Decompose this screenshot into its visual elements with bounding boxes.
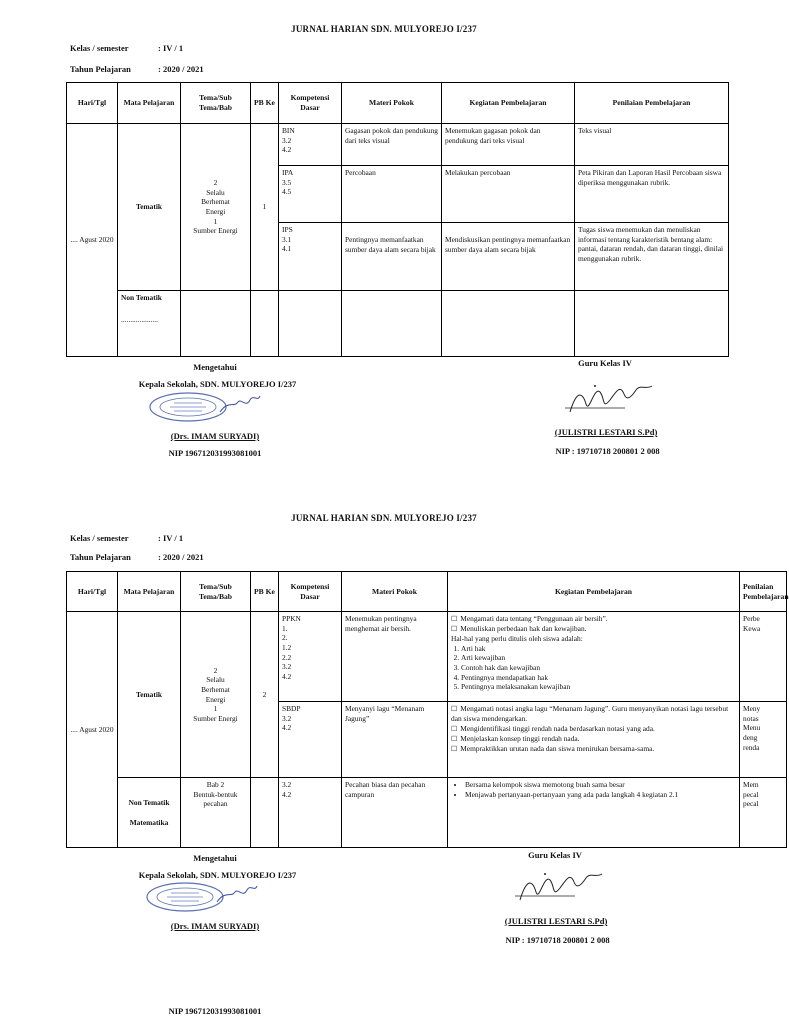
kegiatan-item: ☐ Mengidentifikasi tinggi rendah nada berdasarkan notasi yang ada. [451, 724, 736, 734]
matematika-label: Matematika [129, 817, 169, 827]
kegiatan-intro: Hal-hal yang perlu ditulis oleh siswa adalah: [451, 634, 583, 644]
kegiatan-cell: Melakukan percobaan [442, 166, 575, 223]
penilaian-cell: Meny notas Menu deng renda [740, 702, 787, 778]
kepala-name-1: (Drs. IMAM SURYADI) [170, 431, 260, 441]
kd-cell: IPS 3.1 4.1 [279, 223, 342, 291]
tahun-value-2: : 2020 / 2021 [158, 552, 204, 562]
guru-nip-2: NIP : 19710718 200801 2 008 [505, 935, 610, 945]
empty-cell [251, 778, 279, 848]
header-mapel: Mata Pelajaran [118, 83, 181, 124]
journal-table-2 [66, 571, 787, 848]
kegiatan-list-item: 4. Pentingnya mendapatkan hak [461, 673, 736, 683]
empty-cell [442, 291, 575, 357]
materi-cell: Pecahan biasa dan pecahan campuran [342, 778, 448, 848]
signature-icon [560, 382, 680, 422]
header-materi: Materi Pokok [342, 572, 448, 612]
kd-cell: SBDP 3.2 4.2 [279, 702, 342, 778]
materi-cell: Menemukan pentingnya menghemat air bersih. [342, 612, 448, 702]
header-hari: Hari/Tgl [67, 83, 118, 124]
kepala-label-2: Kepala Sekolah, SDN. MULYOREJO I/237 [138, 870, 297, 880]
signature-icon [510, 870, 630, 910]
header-penilaian: Penilaian Pembelajaran [575, 83, 729, 124]
mapel-tematik: Tematik [118, 612, 181, 778]
journal-table-1 [66, 82, 729, 357]
kegiatan-cell [448, 612, 740, 702]
materi-cell: Menyanyi lagu “Menanam Jagung” [342, 702, 448, 778]
kegiatan-list-item: 2. Arti kewajiban [461, 653, 736, 663]
penilaian-cell: Teks visual [575, 124, 729, 166]
penilaian-cell: Perbe Kewa [740, 612, 787, 702]
kepala-label-1: Kepala Sekolah, SDN. MULYOREJO I/237 [138, 379, 297, 389]
kepala-nip-2: NIP 196712031993081001 [168, 1006, 262, 1016]
empty-cell [279, 291, 342, 357]
kd-cell: PPKN 1. 2. 1.2 2.2 3.2 4.2 [279, 612, 342, 702]
kegiatan-list-item: 5. Pentingnya melaksanakan kewajiban [461, 682, 736, 692]
kd-cell: IPA 3.5 4.5 [279, 166, 342, 223]
header-tema: Tema/Sub Tema/Bab [181, 572, 251, 612]
kegiatan-item: • Bersama kelompok siswa memotong buah sama besar [465, 780, 736, 790]
penilaian-cell: Tugas siswa menemukan dan menuliskan informasi tentang karakteristik bentang alam: pantai, dataran rendah, dan dataran tinggi, dinilai menggunakan rubrik. [575, 223, 729, 291]
tahun-value-1: : 2020 / 2021 [158, 64, 204, 74]
tahun-label-1: Tahun Pelajaran [70, 64, 131, 74]
kegiatan-cell: Menemukan gagasan pokok dan pendukung dari teks visual [442, 124, 575, 166]
kelas-value-2: : IV / 1 [158, 533, 184, 543]
kepala-nip-1: NIP 196712031993081001 [168, 448, 262, 458]
header-kegiatan: Kegiatan Pembelajaran [448, 572, 740, 612]
date-cell: .... Agust 2020 [67, 612, 118, 848]
tahun-label-2: Tahun Pelajaran [70, 552, 131, 562]
kegiatan-item: ☐ Mempraktikkan urutan nada dan siswa menirukan bersama-sama. [451, 744, 736, 754]
pb-cell: 2 [251, 612, 279, 778]
header-pb: PB Ke [251, 83, 279, 124]
guru-label-1: Guru Kelas IV [578, 358, 632, 368]
header-materi: Materi Pokok [342, 83, 442, 124]
bab-cell: Bab 2 Bentuk-bentuk pecahan [181, 778, 251, 848]
kelas-label-2: Kelas / semester [70, 533, 129, 543]
guru-name-2: (JULISTRI LESTARI S.Pd) [504, 916, 608, 926]
header-kd: Kompetensi Dasar [279, 572, 342, 612]
header-kegiatan: Kegiatan Pembelajaran [442, 83, 575, 124]
mapel-non-tematik [118, 778, 181, 848]
kegiatan-item: ☐ Menuliskan perbedaan hak dan kewajiban. [451, 624, 736, 634]
date-cell: .... Agust 2020 [67, 124, 118, 357]
penilaian-cell: Peta Pikiran dan Laporan Hasil Percobaan siswa diperiksa menggunakan rubrik. [575, 166, 729, 223]
kd-cell: 3.2 4.2 [279, 778, 342, 848]
kepala-name-2: (Drs. IMAM SURYADI) [170, 921, 260, 931]
journal-title-2: JURNAL HARIAN SDN. MULYOREJO I/237 [291, 513, 477, 523]
kegiatan-cell [448, 778, 740, 848]
empty-cell [342, 291, 442, 357]
header-hari: Hari/Tgl [67, 572, 118, 612]
non-tematik-label: Non Tematik [121, 293, 162, 302]
kegiatan-list-item: 3. Contoh hak dan kewajiban [461, 663, 736, 673]
mengetahui-label-1: Mengetahui [193, 362, 237, 372]
kegiatan-list-item: 1. Arti hak [461, 644, 736, 654]
header-kd: Kompetensi Dasar [279, 83, 342, 124]
pb-cell: 1 [251, 124, 279, 291]
kelas-label-1: Kelas / semester [70, 43, 129, 53]
tema-cell: 2 Selalu Berhemat Energi 1 Sumber Energi [181, 612, 251, 778]
empty-cell [575, 291, 729, 357]
header-tema: Tema/Sub Tema/Bab [181, 83, 251, 124]
kegiatan-cell [448, 702, 740, 778]
mapel-non-tematik [118, 291, 181, 357]
materi-cell: Percobaan [342, 166, 442, 223]
kelas-value-1: : IV / 1 [158, 43, 184, 53]
header-penilaian: Penilaian Pembelajaran [740, 572, 787, 612]
stamp-seal-icon [145, 880, 265, 914]
journal-title-1: JURNAL HARIAN SDN. MULYOREJO I/237 [291, 24, 477, 34]
header-pb: PB Ke [251, 572, 279, 612]
kegiatan-item: ☐ Mengamati notasi angka lagu “Menanam Jagung”. Guru menyanyikan notasi lagu tersebut dan siswa mendengarkan. [451, 704, 736, 724]
non-tematik-label: Non Tematik [128, 797, 170, 807]
mengetahui-label-2: Mengetahui [193, 853, 237, 863]
materi-cell: Gagasan pokok dan pendukung dari teks visual [342, 124, 442, 166]
guru-name-1: (JULISTRI LESTARI S.Pd) [554, 427, 658, 437]
empty-cell [251, 291, 279, 357]
guru-nip-1: NIP : 19710718 200801 2 008 [555, 446, 660, 456]
kegiatan-cell: Mendiskusikan pentingnya memanfaatkan sumber daya alam secara bijak [442, 223, 575, 291]
empty-cell [181, 291, 251, 357]
kd-cell: BIN 3.2 4.2 [279, 124, 342, 166]
kegiatan-item: ☐ Menjelaskan konsep tinggi rendah nada. [451, 734, 736, 744]
kegiatan-item: • Menjawab pertanyaan-pertanyaan yang ada pada langkah 4 kegiatan 2.1 [465, 790, 736, 800]
non-tematik-dots: .................... [121, 314, 158, 324]
mapel-tematik: Tematik [118, 124, 181, 291]
penilaian-cell: Mem pecal pecal [740, 778, 787, 848]
stamp-seal-icon [148, 390, 268, 424]
header-mapel: Mata Pelajaran [118, 572, 181, 612]
guru-label-2: Guru Kelas IV [528, 850, 582, 860]
materi-cell: Pentingnya memanfaatkan sumber daya alam secara bijak [342, 223, 442, 291]
tema-cell: 2 Selalu Berhemat Energi 1 Sumber Energi [181, 124, 251, 291]
kegiatan-item: ☐ Mengamati data tentang “Penggunaan air bersih”. [451, 614, 736, 624]
